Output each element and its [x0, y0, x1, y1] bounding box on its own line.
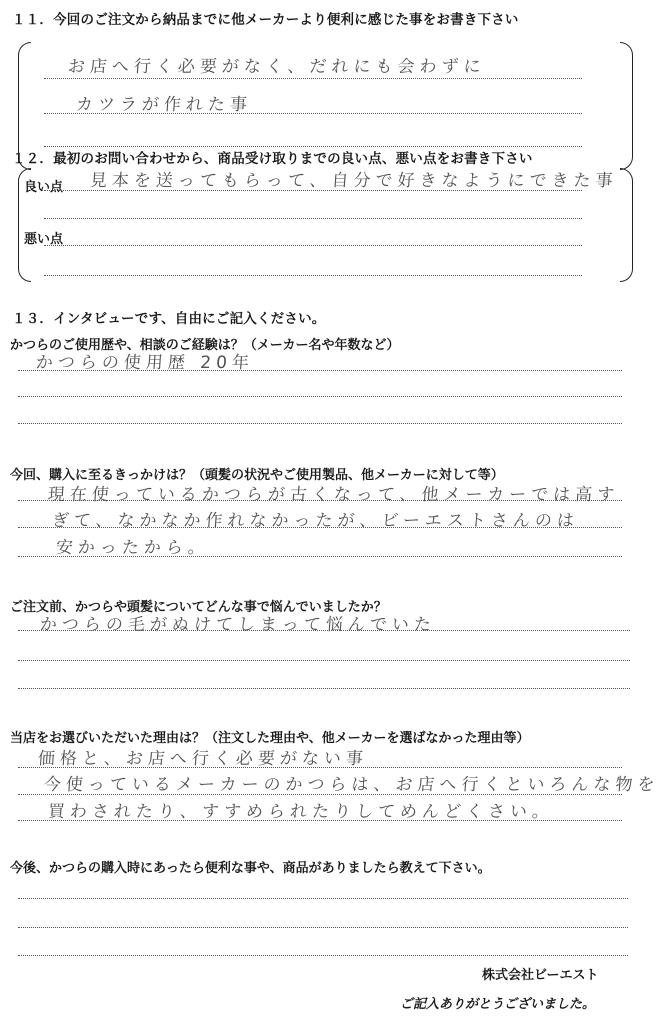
bracket-right [620, 42, 633, 170]
company-name: 株式会社ビーエスト [482, 968, 599, 983]
answer-line [18, 688, 630, 689]
thanks-message: ご記入ありがとうございました。 [400, 997, 596, 1012]
question-11-title: １１．今回のご注文から納品までに他メーカーより便利に感じた事をお書き下さい [12, 12, 519, 28]
sub-question-reason: 当店をお選びいただいた理由は？（注文した理由や、他メーカーを選ばなかった理由等） [10, 731, 530, 746]
answer-line [44, 113, 582, 114]
sub-question-suggestions: 今後、かつらの購入時にあったら便利な事や、商品がありましたら教えて下さい。 [10, 861, 491, 876]
answer-line [18, 630, 630, 631]
answer-line [18, 370, 622, 371]
answer-line [44, 275, 582, 276]
handwritten-answer: ぎて、なかなか作れなかったが、ビーエストさんのは [51, 511, 580, 531]
handwritten-answer: 安かったから。 [55, 538, 211, 558]
answer-line [44, 190, 582, 191]
sub-question-worries: ご注文前、かつらや頭髪についてどんな事で悩んでいましたか？ [10, 600, 387, 615]
bad-point-label: 悪い点 [24, 232, 64, 247]
question-12-title: １２．最初のお問い合わせから、商品受け取りまでの良い点、悪い点をお書き下さい [12, 151, 533, 167]
answer-line [18, 423, 622, 424]
answer-line [18, 500, 622, 501]
answer-line [18, 767, 622, 768]
answer-line [18, 820, 622, 821]
handwritten-answer: 価格と、お店へ行く必要がない事 [37, 749, 369, 769]
handwritten-answer: かつらの使用歴 20年 [35, 353, 255, 373]
bracket-right [620, 168, 633, 282]
answer-line [18, 794, 622, 795]
answer-line [44, 245, 582, 246]
good-point-label: 良い点 [24, 180, 64, 195]
answer-line [18, 660, 630, 661]
handwritten-answer: 現在使っているかつらが古くなって、他メーカーでは高す [47, 485, 620, 505]
answer-line [44, 78, 582, 79]
handwritten-answer: 今使っているメーカーのかつらは、お店へ行くといろんな物を [43, 775, 661, 795]
answer-line [44, 218, 582, 219]
answer-line [18, 527, 622, 528]
answer-line [18, 396, 622, 397]
answer-line [18, 898, 628, 899]
handwritten-answer: 買わされたり、すすめられたりしてめんどくさい。 [47, 802, 555, 822]
handwritten-answer: お店へ行く必要がなく、だれにも会わずに [67, 57, 487, 77]
question-13-title: １３．インタビューです、自由にご記入ください。 [12, 311, 326, 327]
handwritten-answer: カツラが作れた事 [75, 95, 253, 115]
answer-line [18, 927, 628, 928]
answer-line [18, 556, 622, 557]
handwritten-answer: 見本を送ってもらって、自分で好きなようにできた事 [89, 171, 619, 191]
answer-line [18, 955, 628, 956]
handwritten-answer: かつらの毛がぬけてしまって悩んでいた [39, 615, 437, 635]
sub-question-trigger: 今回、購入に至るきっかけは？（頭髪の状況やご使用製品、他メーカーに対して等） [10, 468, 504, 483]
sub-question-history: かつらのご使用歴や、相談のご経験は？（メーカー名や年数など） [10, 338, 400, 353]
